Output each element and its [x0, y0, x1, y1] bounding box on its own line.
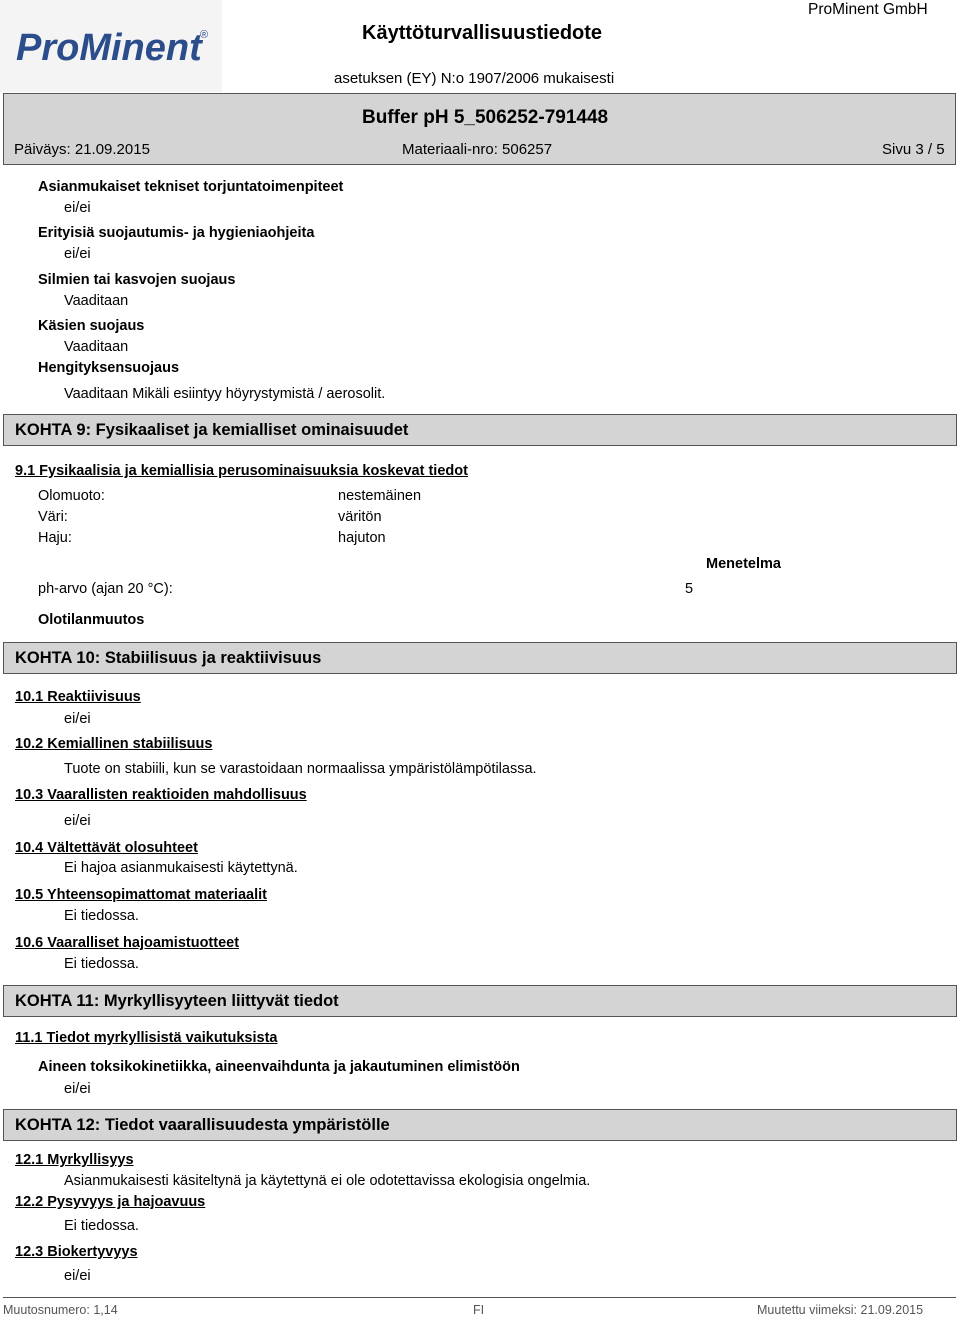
section-12-title: KOHTA 12: Tiedot vaarallisuudesta ympäristölle	[15, 1116, 390, 1134]
incompatible-materials-value: Ei tiedossa.	[64, 908, 139, 924]
bioaccumulation-value: ei/ei	[64, 1268, 91, 1284]
ph-label: ph-arvo (ajan 20 °C):	[38, 581, 173, 597]
conditions-to-avoid-value: Ei hajoa asianmukaisesti käytettynä.	[64, 860, 298, 876]
ph-value: 5	[685, 581, 694, 597]
company-name: ProMinent GmbH	[808, 1, 928, 18]
section-9-header	[3, 414, 957, 446]
subsection-10-4: 10.4 Vältettävät olosuhteet	[15, 840, 198, 856]
tech-measures-value: ei/ei	[64, 200, 91, 216]
hand-protection-label: Käsien suojaus	[38, 318, 145, 334]
section-9-title: KOHTA 9: Fysikaaliset ja kemialliset ominaisuudet	[15, 421, 409, 439]
section-11-header	[3, 985, 957, 1017]
last-modified: Muutettu viimeksi: 21.09.2015	[757, 1303, 924, 1317]
subsection-12-2: 12.2 Pysyvyys ja hajoavuus	[15, 1194, 206, 1210]
subsection-10-6: 10.6 Vaaralliset hajoamistuotteet	[15, 935, 240, 951]
stability-value: Tuote on stabiili, kun se varastoidaan normaalissa ympäristölämpötilassa.	[64, 761, 537, 777]
revision-number: Muutosnumero: 1,14	[3, 1303, 118, 1317]
hygiene-label: Erityisiä suojautumis- ja hygieniaohjeita	[38, 225, 315, 241]
eye-protection-value: Vaaditaan	[64, 293, 129, 309]
footer-divider	[3, 1297, 956, 1298]
property-value: väritön	[338, 509, 382, 525]
toxicokinetics-label: Aineen toksikokinetiikka, aineenvaihdunta ja jakautuminen elimistöön	[38, 1059, 520, 1075]
subsection-10-5: 10.5 Yhteensopimattomat materiaalit	[15, 887, 267, 903]
section-10-title: KOHTA 10: Stabiilisuus ja reaktiivisuus	[15, 649, 322, 667]
state-change-label: Olotilanmuutos	[38, 612, 145, 628]
respiratory-label: Hengityksensuojaus	[38, 360, 180, 376]
property-value: nestemäinen	[338, 488, 422, 504]
tech-measures-label: Asianmukaiset tekniset torjuntatoimenpiteet	[38, 179, 344, 195]
material-number: Materiaali-nro: 506257	[402, 141, 553, 158]
property-label: Olomuoto:	[38, 488, 105, 504]
respiratory-value: Vaaditaan Mikäli esiintyy höyrystymistä / aerosolit.	[64, 386, 386, 402]
subsection-11-1: 11.1 Tiedot myrkyllisistä vaikutuksista	[15, 1030, 278, 1046]
product-name: Buffer pH 5_506252-791448	[362, 107, 609, 128]
section-11-title: KOHTA 11: Myrkyllisyyteen liittyvät tiedot	[15, 992, 339, 1010]
hazardous-reactions-value: ei/ei	[64, 813, 91, 829]
eye-protection-label: Silmien tai kasvojen suojaus	[38, 272, 236, 288]
svg-text:®: ®	[200, 29, 209, 41]
toxicity-value: Asianmukaisesti käsiteltynä ja käytettynä ei ole odotettavissa ekologisia ongelmia.	[64, 1173, 591, 1189]
subsection-12-1: 12.1 Myrkyllisyys	[15, 1152, 134, 1168]
subsection-10-3: 10.3 Vaarallisten reaktioiden mahdollisuus	[15, 787, 307, 803]
method-column-header: Menetelma	[706, 556, 781, 572]
svg-text:ProMinent: ProMinent	[16, 27, 202, 69]
property-label: Väri:	[38, 509, 68, 525]
language-code: FI	[473, 1303, 485, 1317]
toxicokinetics-value: ei/ei	[64, 1081, 91, 1097]
subsection-12-3: 12.3 Biokertyvyys	[15, 1244, 138, 1260]
issue-date: Päiväys: 21.09.2015	[14, 141, 150, 158]
section-10-header	[3, 642, 957, 674]
regulation-subtitle: asetuksen (EY) N:o 1907/2006 mukaisesti	[334, 70, 615, 87]
reactivity-value: ei/ei	[64, 711, 91, 727]
hand-protection-value: Vaaditaan	[64, 339, 129, 355]
subsection-10-1: 10.1 Reaktiivisuus	[15, 689, 141, 705]
property-value: hajuton	[338, 530, 386, 546]
property-label: Haju:	[38, 530, 72, 546]
persistence-value: Ei tiedossa.	[64, 1218, 139, 1234]
section-12-header	[3, 1109, 957, 1141]
prominent-logo	[0, 0, 222, 92]
subsection-10-2: 10.2 Kemiallinen stabiilisuus	[15, 736, 213, 752]
subsection-9-1: 9.1 Fysikaalisia ja kemiallisia perusominaisuuksia koskevat tiedot	[15, 463, 468, 479]
hygiene-value: ei/ei	[64, 246, 91, 262]
document-title: Käyttöturvallisuustiedote	[362, 22, 603, 44]
page-number: Sivu 3 / 5	[882, 141, 945, 158]
decomposition-products-value: Ei tiedossa.	[64, 956, 139, 972]
